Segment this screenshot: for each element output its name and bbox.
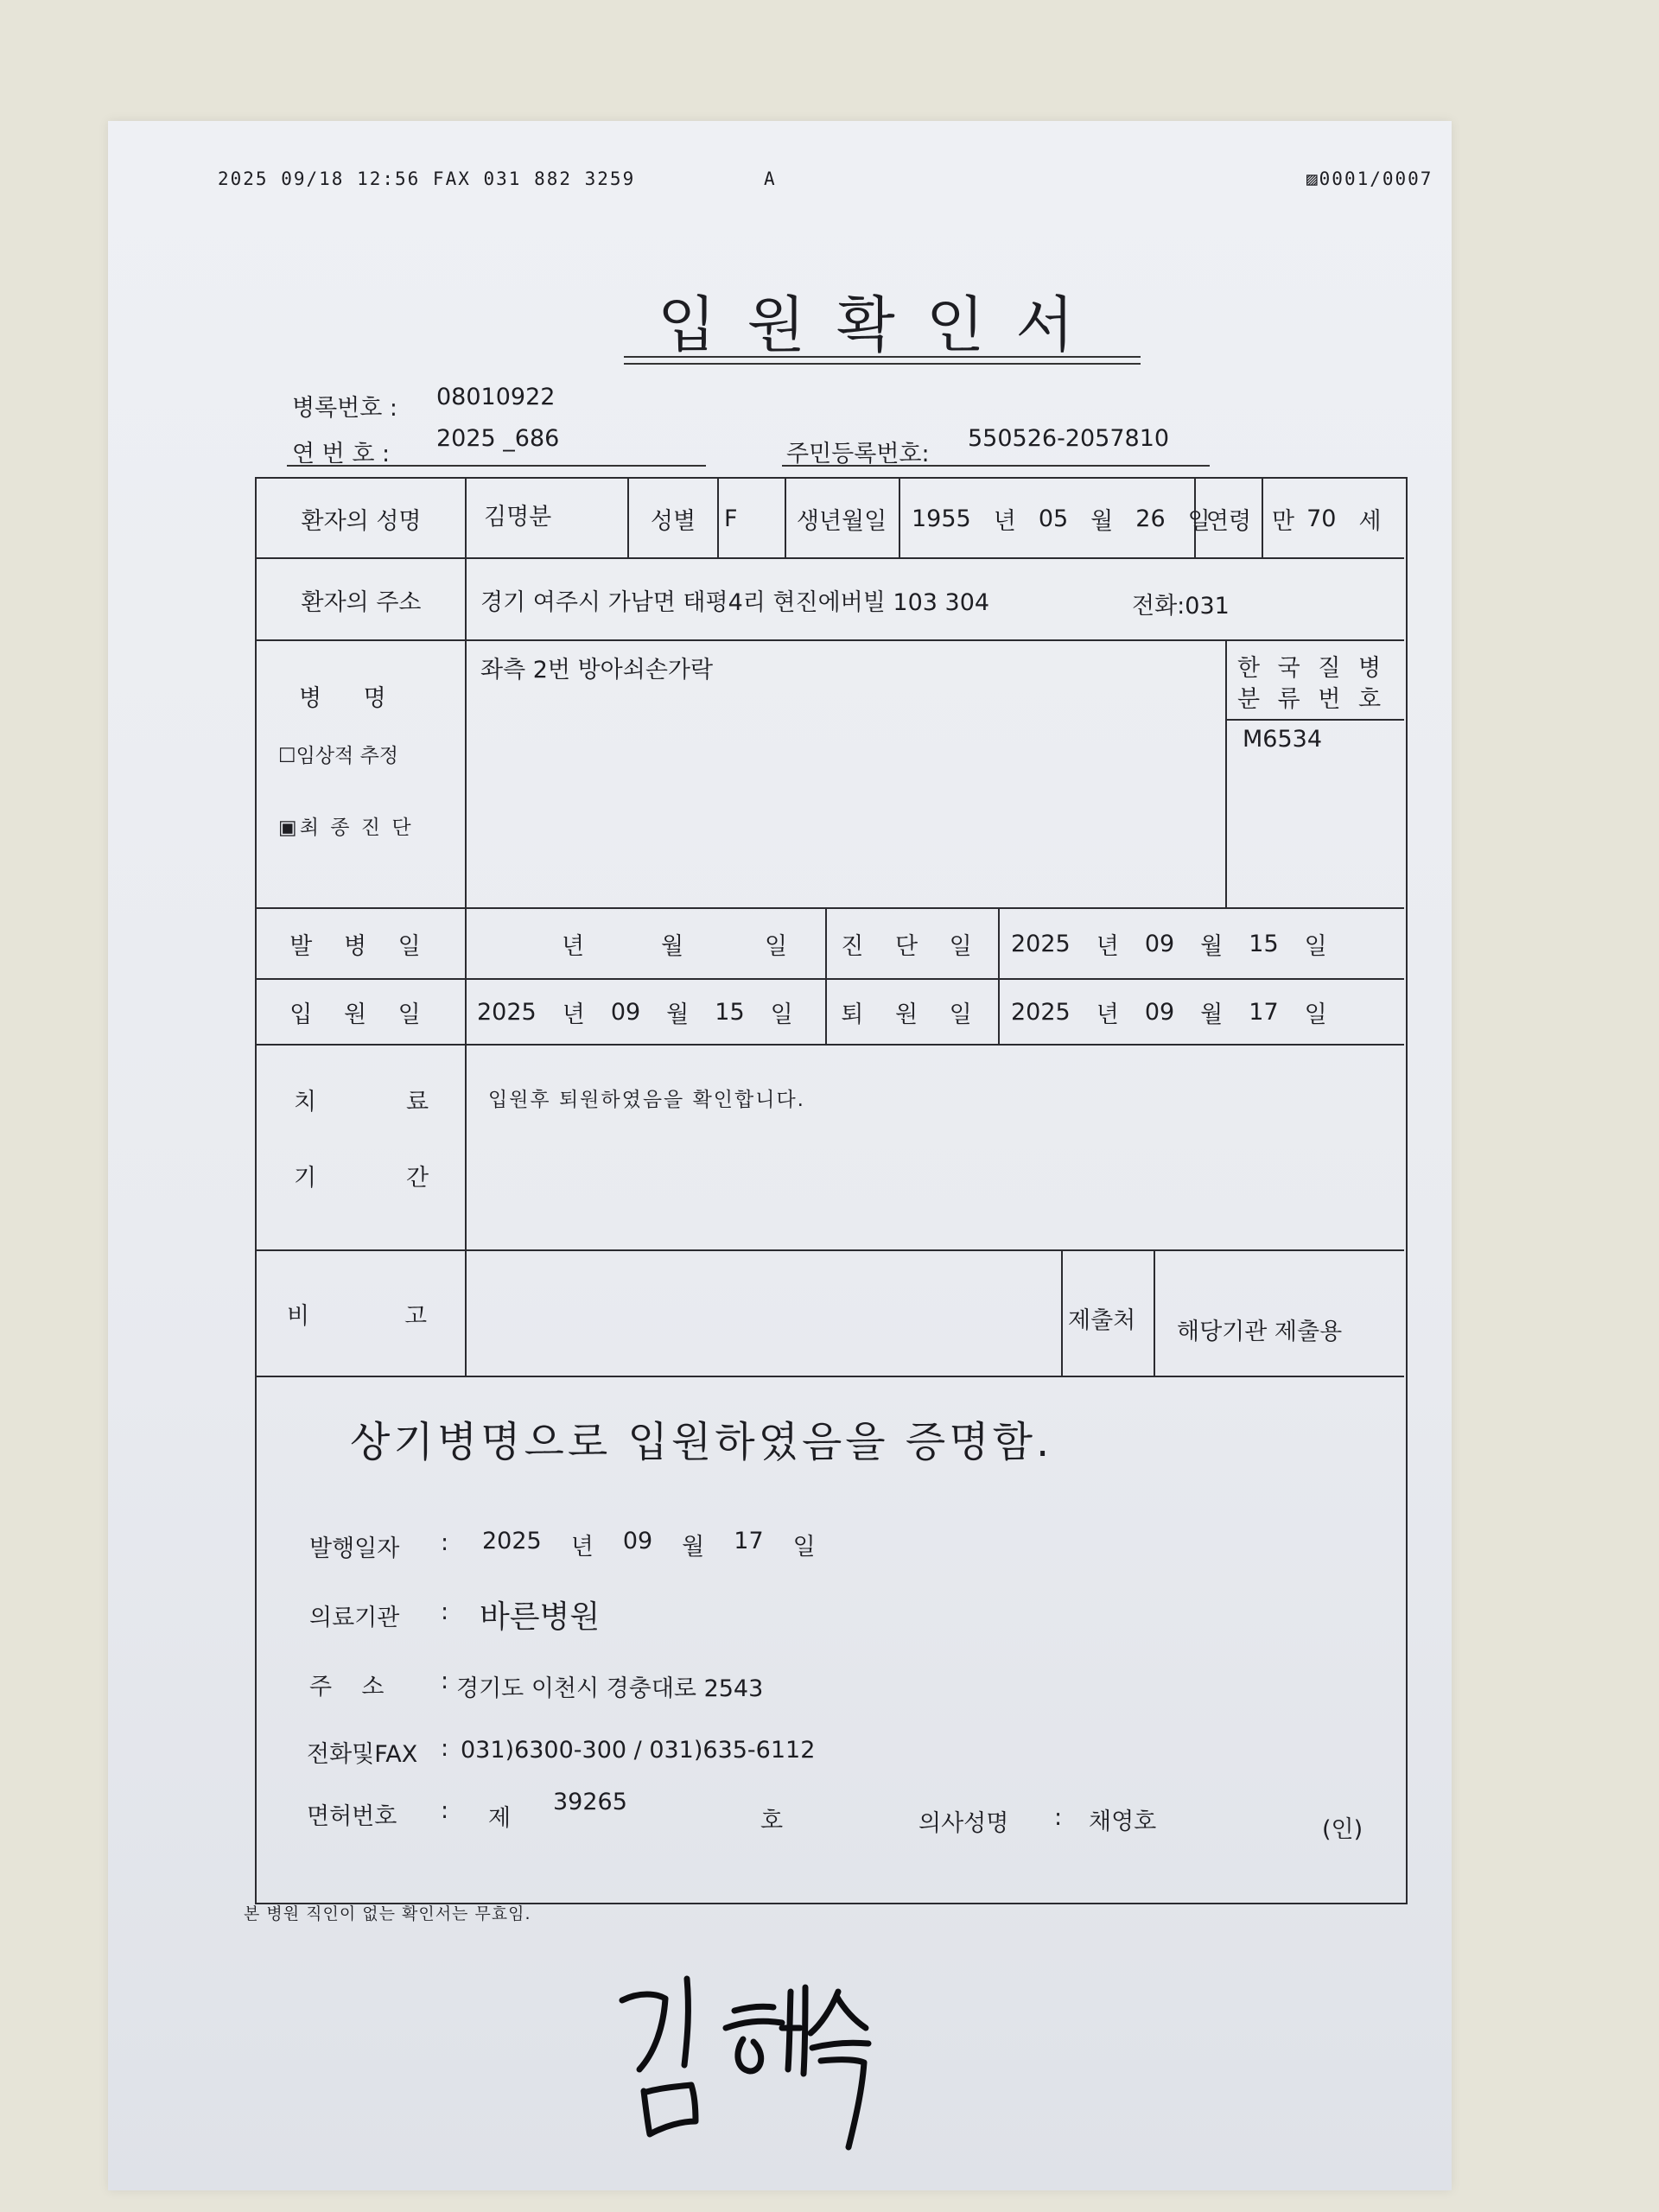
hospital-address-colon: : bbox=[441, 1668, 449, 1694]
doctor-label: 의사성명 bbox=[918, 1810, 1009, 1837]
hospital-address-label: 주 소 bbox=[309, 1674, 385, 1700]
col-divider bbox=[717, 477, 719, 557]
code-column-divider bbox=[1225, 639, 1227, 907]
onset-date: 년 월 일 bbox=[562, 933, 788, 960]
col-divider bbox=[1262, 477, 1263, 557]
certification-statement: 상기병명으로 입원하였음을 증명함. bbox=[350, 1418, 1053, 1466]
submit-to-value: 해당기관 제출용 bbox=[1177, 1318, 1343, 1345]
issue-date-colon: : bbox=[441, 1529, 449, 1556]
discharge-date-label: 퇴 원 일 bbox=[841, 1001, 984, 1028]
license-colon: : bbox=[441, 1797, 449, 1824]
fax-page-icon: ▨ bbox=[1306, 168, 1319, 189]
col-divider bbox=[899, 477, 900, 557]
seal-mark: (인) bbox=[1322, 1816, 1363, 1843]
serial-number: 2025 _686 bbox=[436, 425, 560, 452]
final-diagnosis-checkbox: ▣최 종 진 단 bbox=[278, 816, 414, 839]
birth-date-label: 생년월일 bbox=[796, 507, 887, 535]
row-divider bbox=[255, 1044, 1404, 1046]
license-number: 39265 bbox=[553, 1789, 627, 1815]
fax-header-line: 2025 09/18 12:56 FAX 031 882 3259 bbox=[218, 168, 636, 189]
remarks-label-2: 고 bbox=[404, 1302, 428, 1330]
hospital-name: 바른병원 bbox=[480, 1599, 601, 1635]
rrn-underline bbox=[782, 465, 1210, 467]
diagnosis-text: 좌측 2번 방아쇠손가락 bbox=[480, 656, 714, 683]
treatment-label-4: 간 bbox=[406, 1164, 429, 1192]
row-divider bbox=[255, 978, 1404, 980]
clinical-estimate-checkbox: ☐임상적 추정 bbox=[278, 744, 399, 767]
patient-name: 김명분 bbox=[484, 503, 552, 531]
patient-age: 만 70 세 bbox=[1272, 505, 1382, 535]
diagnosis-date: 2025 년 09 월 15 일 bbox=[1011, 931, 1327, 960]
doctor-colon: : bbox=[1054, 1804, 1063, 1831]
serial-number-label: 연 번 호 : bbox=[292, 441, 391, 467]
hospital-label: 의료기관 bbox=[309, 1605, 400, 1631]
rrn-label: 주민등록번호: bbox=[786, 441, 930, 467]
license-suffix: 호 bbox=[760, 1808, 784, 1834]
remarks-divider bbox=[1154, 1249, 1155, 1376]
title-underline bbox=[624, 356, 1141, 358]
fax-page-indicator: ▨0001/0007 bbox=[1306, 168, 1433, 189]
issue-date-label: 발행일자 bbox=[309, 1535, 400, 1562]
disease-code: M6534 bbox=[1243, 725, 1323, 753]
treatment-label-1: 치 bbox=[294, 1088, 317, 1116]
doctor-name: 채영호 bbox=[1089, 1808, 1157, 1835]
patient-sex: F bbox=[724, 505, 738, 532]
record-number-label: 병록번호 : bbox=[292, 395, 398, 422]
sex-label: 성별 bbox=[650, 507, 696, 535]
patient-phone: 전화:031 bbox=[1132, 592, 1230, 620]
contact-colon: : bbox=[441, 1735, 449, 1762]
remarks-label-1: 비 bbox=[287, 1302, 310, 1330]
patient-address-label: 환자의 주소 bbox=[301, 588, 422, 616]
disease-code-label-2: 분 류 번 호 bbox=[1237, 685, 1387, 713]
date-col-divider bbox=[998, 907, 1000, 1044]
footer-note: 본 병원 직인이 없는 확인서는 무효임. bbox=[244, 1904, 531, 1923]
rrn: 550526-2057810 bbox=[968, 425, 1170, 452]
hospital-contact: 031)6300-300 / 031)635-6112 bbox=[461, 1737, 816, 1764]
document-title: 입원확인서 bbox=[657, 289, 1106, 360]
admission-date: 2025 년 09 월 15 일 bbox=[477, 999, 793, 1028]
diagnosis-label: 병 명 bbox=[299, 684, 404, 712]
treatment-label-2: 료 bbox=[406, 1088, 429, 1116]
admission-date-label: 입 원 일 bbox=[289, 1001, 433, 1028]
contact-label: 전화및FAX bbox=[307, 1741, 418, 1768]
remarks-divider bbox=[1061, 1249, 1063, 1376]
row-divider bbox=[255, 907, 1404, 909]
issue-date: 2025 년 09 월 17 일 bbox=[482, 1528, 816, 1560]
patient-address: 경기 여주시 가남면 태평4리 현진에버빌 103 304 bbox=[480, 588, 990, 616]
treatment-label-3: 기 bbox=[294, 1164, 317, 1192]
row-divider bbox=[255, 639, 1404, 641]
handwritten-signature bbox=[605, 1948, 881, 2156]
record-number: 08010922 bbox=[436, 384, 556, 410]
treatment-text: 입원후 퇴원하였음을 확인합니다. bbox=[488, 1088, 805, 1111]
license-prefix: 제 bbox=[488, 1805, 512, 1832]
submit-to-label: 제출처 bbox=[1068, 1306, 1136, 1334]
license-label: 면허번호 bbox=[307, 1803, 397, 1830]
row-divider bbox=[255, 1249, 1404, 1251]
age-label: 연령 bbox=[1205, 507, 1252, 535]
title-underline-2 bbox=[624, 363, 1141, 365]
row-divider bbox=[255, 557, 1404, 559]
hospital-colon: : bbox=[441, 1599, 449, 1625]
onset-date-label: 발 병 일 bbox=[289, 933, 433, 960]
disease-code-label-1: 한 국 질 병 bbox=[1237, 654, 1387, 682]
row-divider bbox=[255, 1376, 1404, 1377]
diagnosis-date-label: 진 단 일 bbox=[841, 933, 984, 960]
discharge-date: 2025 년 09 월 17 일 bbox=[1011, 999, 1327, 1028]
hospital-address: 경기도 이천시 경충대로 2543 bbox=[456, 1675, 764, 1702]
patient-name-label: 환자의 성명 bbox=[301, 507, 422, 535]
serial-underline bbox=[287, 465, 706, 467]
birth-date: 1955 년 05 월 26 일 bbox=[912, 505, 1211, 535]
fax-header-mark: A bbox=[764, 168, 777, 189]
